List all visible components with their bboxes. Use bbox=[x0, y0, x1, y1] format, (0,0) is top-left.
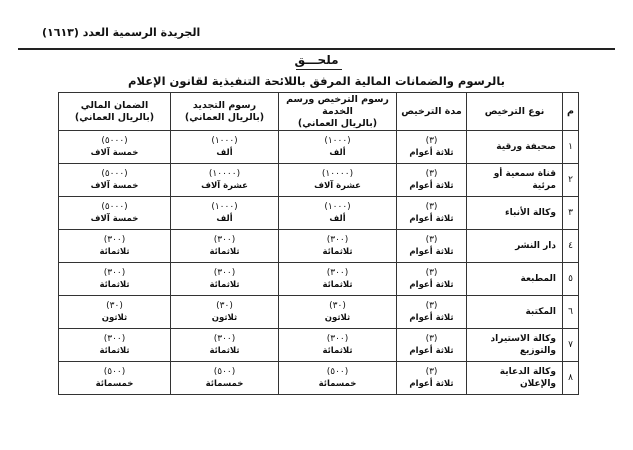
renewal-fee-cell bbox=[171, 230, 279, 263]
license-fee-value: (١٠٠٠) bbox=[324, 202, 351, 212]
license-type: وكالة الأنباء bbox=[467, 197, 563, 230]
page-header bbox=[18, 22, 615, 50]
license-fee-value: (٣٠٠) bbox=[326, 334, 349, 344]
renewal-fee-words: ثلاثمائة bbox=[209, 346, 240, 356]
guarantee-cell bbox=[59, 131, 171, 164]
header-guarantee bbox=[59, 93, 171, 131]
annex-underline bbox=[296, 69, 342, 70]
fees-table bbox=[58, 92, 579, 395]
license-fee-cell bbox=[279, 131, 397, 164]
table-row bbox=[59, 230, 579, 263]
license-fee-words: خمسمائة bbox=[318, 379, 357, 389]
license-type: صحيفة ورقية bbox=[467, 131, 563, 164]
header-license-fee bbox=[279, 93, 397, 131]
duration-number: (٣) bbox=[425, 367, 438, 377]
guarantee-value: (٥٠٠٠) bbox=[101, 169, 128, 179]
license-fee-words: ثلاثمائة bbox=[322, 280, 353, 290]
renewal-fee-words: ألف bbox=[216, 148, 233, 158]
license-fee-cell bbox=[279, 230, 397, 263]
license-type: دار النشر bbox=[467, 230, 563, 263]
guarantee-words: خمسة آلاف bbox=[90, 148, 139, 158]
renewal-fee-cell bbox=[171, 362, 279, 395]
duration-number: (٣) bbox=[425, 136, 438, 146]
gazette-header-title: الجريدة الرسمية العدد (١٦١٣) bbox=[42, 26, 201, 39]
guarantee-words: ثلاثمائة bbox=[99, 247, 130, 257]
renewal-fee-words: ألف bbox=[216, 214, 233, 224]
guarantee-cell bbox=[59, 164, 171, 197]
header-num: م bbox=[563, 93, 579, 131]
license-type: قناة سمعية أو مرئية bbox=[467, 164, 563, 197]
duration-cell bbox=[397, 329, 467, 362]
duration-number: (٣) bbox=[425, 334, 438, 344]
license-fee-words: ألف bbox=[329, 148, 346, 158]
renewal-fee-cell bbox=[171, 131, 279, 164]
duration-words: ثلاثة أعوام bbox=[409, 181, 454, 191]
table-row bbox=[59, 329, 579, 362]
duration-number: (٣) bbox=[425, 301, 438, 311]
license-fee-value: (٣٠٠) bbox=[326, 235, 349, 245]
duration-words: ثلاثة أعوام bbox=[409, 148, 454, 158]
renewal-fee-value: (٣٠٠) bbox=[213, 268, 236, 278]
license-type: وكالة الاستيراد والتوزيع bbox=[467, 329, 563, 362]
renewal-fee-cell bbox=[171, 296, 279, 329]
table-row bbox=[59, 131, 579, 164]
license-fee-words: ألف bbox=[329, 214, 346, 224]
annex-label: ملحـــق bbox=[294, 53, 339, 67]
guarantee-cell bbox=[59, 362, 171, 395]
renewal-fee-words: خمسمائة bbox=[205, 379, 244, 389]
guarantee-cell bbox=[59, 263, 171, 296]
header-duration: مدة الترخيص bbox=[397, 93, 467, 131]
table-row bbox=[59, 362, 579, 395]
guarantee-value: (٣٠٠) bbox=[103, 235, 126, 245]
license-type: المكتبة bbox=[467, 296, 563, 329]
duration-number: (٣) bbox=[425, 169, 438, 179]
duration-cell bbox=[397, 131, 467, 164]
row-num: ٧ bbox=[563, 329, 579, 362]
row-num: ٥ bbox=[563, 263, 579, 296]
license-fee-words: ثلاثمائة bbox=[322, 247, 353, 257]
duration-cell bbox=[397, 296, 467, 329]
document-title: بالرسوم والضمانات المالية المرفق باللائحة التنفيذية لقانون الإعلام bbox=[128, 74, 505, 88]
duration-words: ثلاثة أعوام bbox=[409, 247, 454, 257]
license-fee-cell bbox=[279, 263, 397, 296]
renewal-fee-value: (١٠٠٠) bbox=[211, 202, 238, 212]
table-row bbox=[59, 263, 579, 296]
renewal-fee-words: ثلاثون bbox=[211, 313, 238, 323]
guarantee-value: (٣٠٠) bbox=[103, 334, 126, 344]
renewal-fee-cell bbox=[171, 197, 279, 230]
duration-words: ثلاثة أعوام bbox=[409, 346, 454, 356]
guarantee-cell bbox=[59, 197, 171, 230]
license-fee-cell bbox=[279, 164, 397, 197]
duration-cell bbox=[397, 197, 467, 230]
header-renewal-fee-line1: رسوم التجديد bbox=[192, 99, 257, 111]
license-fee-cell bbox=[279, 197, 397, 230]
row-num: ٦ bbox=[563, 296, 579, 329]
guarantee-value: (٣٠٠) bbox=[103, 268, 126, 278]
license-type: وكالة الدعاية والإعلان bbox=[467, 362, 563, 395]
table-row bbox=[59, 164, 579, 197]
guarantee-words: ثلاثون bbox=[101, 313, 128, 323]
renewal-fee-words: عشرة آلاف bbox=[201, 181, 248, 191]
guarantee-cell bbox=[59, 296, 171, 329]
license-fee-cell bbox=[279, 296, 397, 329]
duration-cell bbox=[397, 263, 467, 296]
renewal-fee-value: (١٠٠٠٠) bbox=[208, 169, 241, 179]
renewal-fee-value: (٥٠٠) bbox=[213, 367, 236, 377]
header-renewal-fee-line2: (بالريال العماني) bbox=[184, 111, 265, 123]
license-fee-value: (٣٠) bbox=[329, 301, 346, 311]
duration-number: (٣) bbox=[425, 268, 438, 278]
renewal-fee-cell bbox=[171, 263, 279, 296]
header-license-fee-line1: رسوم الترخيص ورسم الخدمة bbox=[286, 93, 389, 117]
table-row bbox=[59, 197, 579, 230]
renewal-fee-value: (٣٠٠) bbox=[213, 334, 236, 344]
row-num: ٣ bbox=[563, 197, 579, 230]
duration-number: (٣) bbox=[425, 202, 438, 212]
license-fee-words: ثلاثون bbox=[324, 313, 351, 323]
guarantee-words: ثلاثمائة bbox=[99, 280, 130, 290]
license-fee-value: (١٠٠٠) bbox=[324, 136, 351, 146]
duration-words: ثلاثة أعوام bbox=[409, 214, 454, 224]
row-num: ٤ bbox=[563, 230, 579, 263]
license-type: المطبعة bbox=[467, 263, 563, 296]
row-num: ١ bbox=[563, 131, 579, 164]
guarantee-value: (٥٠٠٠) bbox=[101, 136, 128, 146]
license-fee-words: عشرة آلاف bbox=[314, 181, 361, 191]
table-row bbox=[59, 296, 579, 329]
license-fee-value: (١٠٠٠٠) bbox=[321, 169, 354, 179]
duration-words: ثلاثة أعوام bbox=[409, 280, 454, 290]
guarantee-words: ثلاثمائة bbox=[99, 346, 130, 356]
guarantee-value: (٥٠٠) bbox=[103, 367, 126, 377]
renewal-fee-words: ثلاثمائة bbox=[209, 247, 240, 257]
renewal-fee-cell bbox=[171, 164, 279, 197]
license-fee-value: (٣٠٠) bbox=[326, 268, 349, 278]
duration-words: ثلاثة أعوام bbox=[409, 313, 454, 323]
table-header-row bbox=[59, 93, 579, 131]
license-fee-cell bbox=[279, 329, 397, 362]
row-num: ٨ bbox=[563, 362, 579, 395]
guarantee-cell bbox=[59, 230, 171, 263]
renewal-fee-words: ثلاثمائة bbox=[209, 280, 240, 290]
renewal-fee-value: (٣٠٠) bbox=[213, 235, 236, 245]
license-fee-words: ثلاثمائة bbox=[322, 346, 353, 356]
header-guarantee-line1: الضمان المالي bbox=[80, 99, 149, 111]
header-guarantee-line2: (بالريال العماني) bbox=[74, 111, 155, 123]
license-fee-value: (٥٠٠) bbox=[326, 367, 349, 377]
guarantee-words: خمسة آلاف bbox=[90, 181, 139, 191]
row-num: ٢ bbox=[563, 164, 579, 197]
guarantee-cell bbox=[59, 329, 171, 362]
duration-cell bbox=[397, 230, 467, 263]
guarantee-words: خمسمائة bbox=[95, 379, 134, 389]
header-renewal-fee bbox=[171, 93, 279, 131]
renewal-fee-value: (١٠٠٠) bbox=[211, 136, 238, 146]
guarantee-value: (٥٠٠٠) bbox=[101, 202, 128, 212]
header-license-fee-line2: (بالريال العماني) bbox=[297, 117, 378, 129]
duration-cell bbox=[397, 362, 467, 395]
license-fee-cell bbox=[279, 362, 397, 395]
guarantee-words: خمسة آلاف bbox=[90, 214, 139, 224]
renewal-fee-cell bbox=[171, 329, 279, 362]
duration-cell bbox=[397, 164, 467, 197]
header-license-type: نوع الترخيص bbox=[467, 93, 563, 131]
duration-number: (٣) bbox=[425, 235, 438, 245]
guarantee-value: (٣٠) bbox=[106, 301, 123, 311]
renewal-fee-value: (٣٠) bbox=[216, 301, 233, 311]
duration-words: ثلاثة أعوام bbox=[409, 379, 454, 389]
